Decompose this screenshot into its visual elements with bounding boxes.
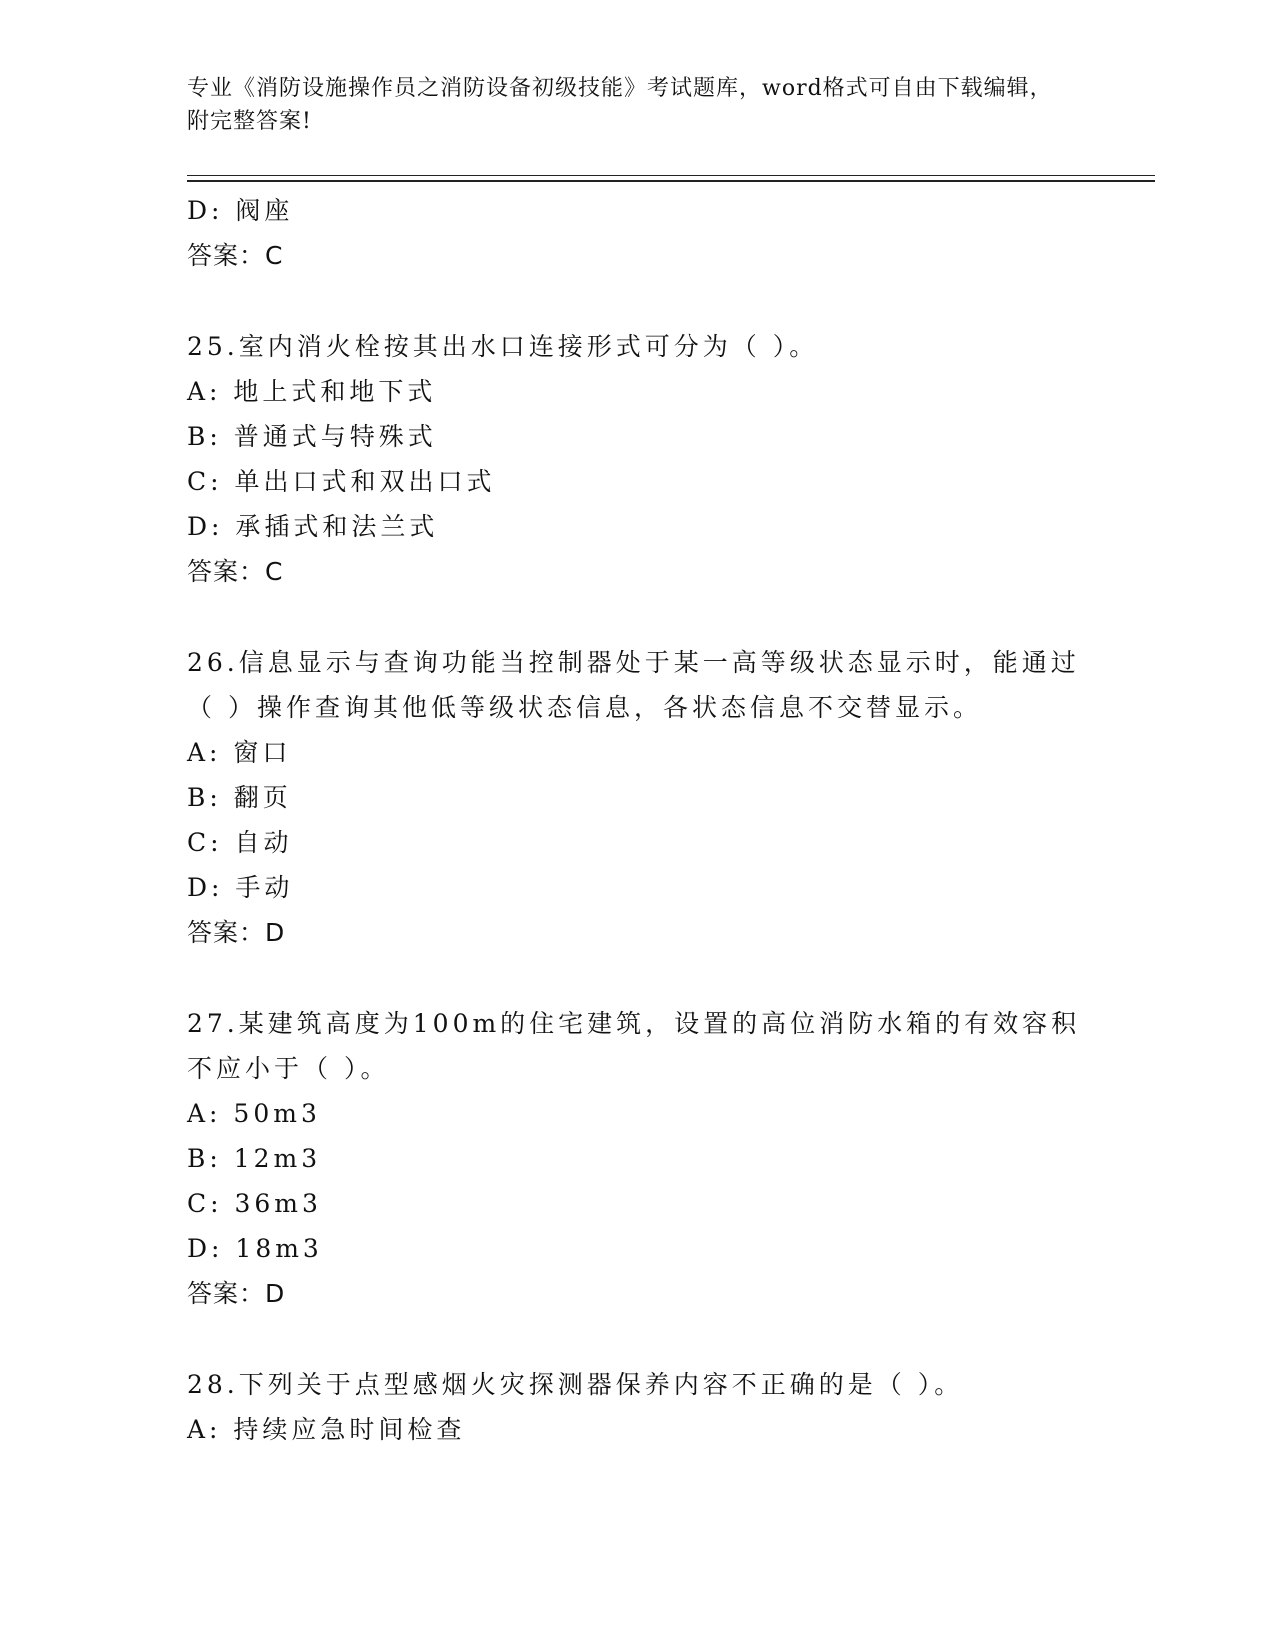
q27-stem-line-1: 27.某建筑高度为100m的住宅建筑，设置的高位消防水箱的有效容积 [187, 1009, 1081, 1038]
q26-answer: 答案：D [187, 918, 286, 947]
q27-answer: 答案：D [187, 1279, 286, 1308]
q28-stem: 28.下列关于点型感烟火灾探测器保养内容不正确的是（ ）。 [187, 1370, 964, 1399]
q27-option-c: C: 36m3 [187, 1189, 322, 1218]
prev-question-option-d: D: 阀座 [187, 196, 294, 225]
q25-option-b: B: 普通式与特殊式 [187, 422, 437, 451]
q25-answer: 答案：C [187, 557, 284, 586]
q28-option-a: A: 持续应急时间检查 [187, 1415, 466, 1444]
q27-option-a: A: 50m3 [187, 1099, 321, 1128]
header-divider-thin [187, 175, 1155, 176]
q26-stem-line-2: （ ）操作查询其他低等级状态信息，各状态信息不交替显示。 [187, 693, 982, 722]
prev-question-answer: 答案：C [187, 241, 284, 270]
q25-stem: 25.室内消火栓按其出水口连接形式可分为（ ）。 [187, 332, 819, 361]
q26-option-b: B: 翻页 [187, 783, 292, 812]
q25-option-a: A: 地上式和地下式 [187, 377, 437, 406]
q27-option-d: D: 18m3 [187, 1234, 323, 1263]
q26-stem-line-1: 26.信息显示与查询功能当控制器处于某一高等级状态显示时，能通过 [187, 648, 1080, 677]
q25-option-c: C: 单出口式和双出口式 [187, 467, 496, 496]
q26-option-d: D: 手动 [187, 873, 294, 902]
header-divider-thick [187, 180, 1155, 182]
q26-option-a: A: 窗口 [187, 738, 292, 767]
q27-option-b: B: 12m3 [187, 1144, 322, 1173]
q26-option-c: C: 自动 [187, 828, 293, 857]
q25-option-d: D: 承插式和法兰式 [187, 512, 439, 541]
q27-stem-line-2: 不应小于（ ）。 [187, 1054, 390, 1083]
document-header: 专业《消防设施操作员之消防设备初级技能》考试题库，word格式可自由下载编辑，附完整答案! [187, 76, 1053, 134]
